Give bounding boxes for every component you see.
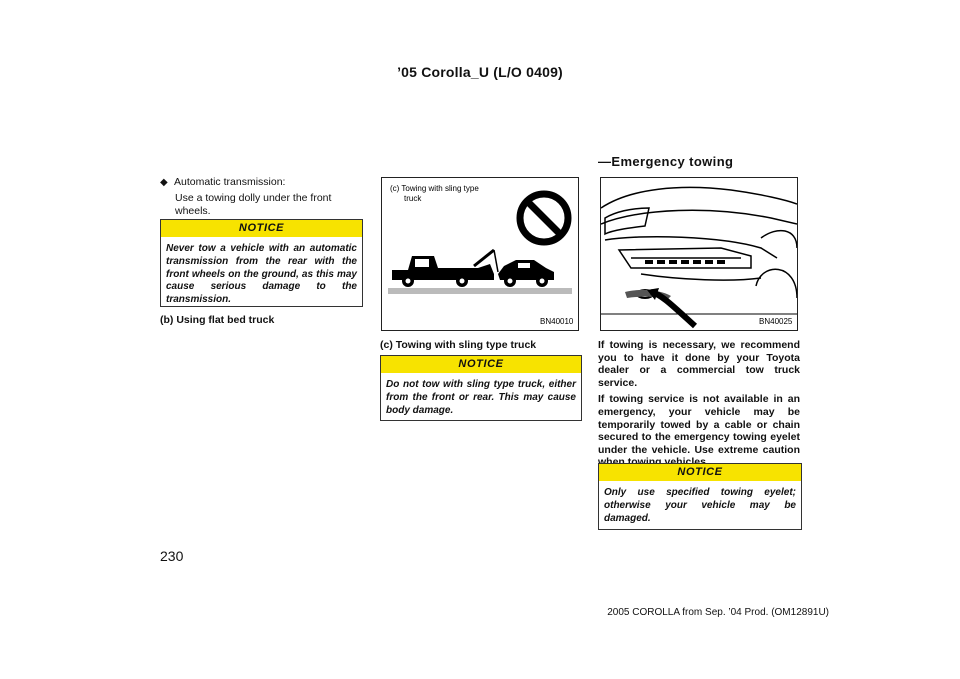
towing-instructions xyxy=(598,339,800,473)
page-number: 230 xyxy=(160,548,184,564)
figure-sling-truck xyxy=(381,177,579,331)
figure-code: BN40025 xyxy=(759,317,793,326)
section-title: —Emergency towing xyxy=(598,154,734,169)
figure-label-line2: truck xyxy=(404,194,422,203)
sling-truck-illustration xyxy=(382,178,578,330)
notice-heading: NOTICE xyxy=(381,356,581,373)
road-surface xyxy=(388,288,572,294)
towing-eyelet-illustration xyxy=(601,178,797,330)
paragraph-recommendation: If towing is necessary, we recommend you to have it done by your Toyota dealer or a commercial tow truck service. xyxy=(598,339,800,389)
figure-code: BN40010 xyxy=(540,317,574,326)
notice-heading: NOTICE xyxy=(161,220,362,237)
paragraph-emergency: If towing service is not available in an emergency, your vehicle may be temporarily towed by a cable or chain secured to the emergency towing eyelet under the vehicle. Use extreme caution xyxy=(598,393,800,456)
pointer-arrow-icon xyxy=(651,292,695,326)
notice-text: Never tow a vehicle with an automatic transmission from the rear with the front wheels on the ground, as this may cause serious damage to the transmission. xyxy=(166,243,357,306)
notice-box-automatic xyxy=(160,219,363,307)
prohibited-icon xyxy=(520,194,568,242)
bumper-grille xyxy=(645,260,725,264)
figure-label-line1: (c) Towing with sling type xyxy=(390,184,479,193)
bullet-diamond-icon: ◆ xyxy=(160,177,168,188)
caption-flat-bed: (b) Using flat bed truck xyxy=(160,314,275,326)
bullet-text: Use a towing dolly under the front wheels. xyxy=(175,191,332,217)
towed-car-icon xyxy=(498,260,554,287)
bullet-label: Automatic transmission: xyxy=(174,176,286,188)
figure-towing-eyelet xyxy=(600,177,798,331)
page-footer: 2005 COROLLA from Sep. ’04 Prod. (OM12891U) xyxy=(607,607,829,618)
notice-text: Only use specified towing eyelet; otherwise your vehicle may be damaged. xyxy=(604,487,796,524)
notice-box-eyelet xyxy=(598,463,802,530)
page-header: ’05 Corolla_U (L/O 0409) xyxy=(397,64,563,80)
notice-box-sling xyxy=(380,355,582,421)
car-front-bumper xyxy=(601,187,797,298)
notice-heading: NOTICE xyxy=(599,464,801,481)
caption-sling-truck: (c) Towing with sling type truck xyxy=(380,339,537,351)
tow-truck-icon xyxy=(392,250,498,287)
bullet-item xyxy=(160,176,362,219)
notice-text: Do not tow with sling type truck, either from the front or rear. This may cause body damage. xyxy=(386,379,576,416)
